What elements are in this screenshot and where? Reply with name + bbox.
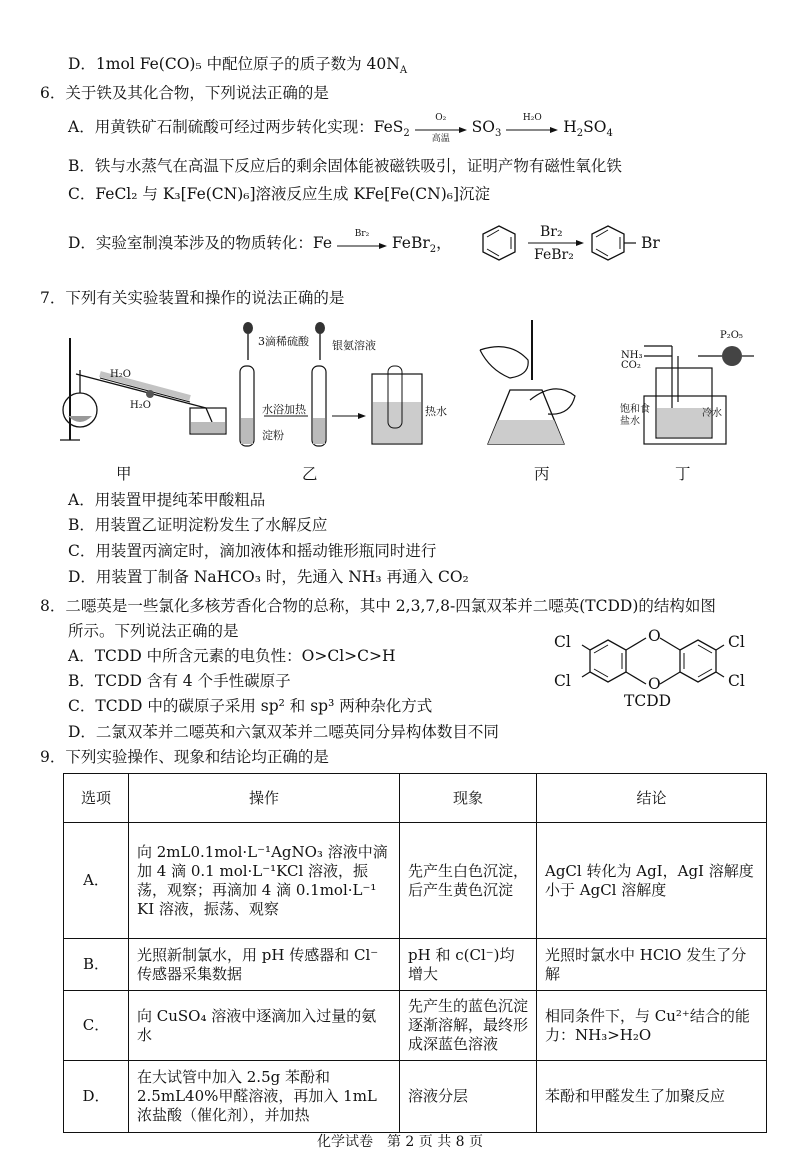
arrow-label-bottom: 高温 xyxy=(431,134,450,144)
q8-option-b: B．TCDD 含有 4 个手性碳原子 xyxy=(68,672,291,690)
row-operation: 光照新制氯水，用 pH 传感器和 Cl⁻ 传感器采集数据 xyxy=(129,939,400,991)
q6-option-b: B．铁与水蒸气在高温下反应后的剩余固体能被磁铁吸引，证明产物有磁性氧化铁 xyxy=(68,157,622,175)
q6-d-mid: FeBr xyxy=(391,234,430,252)
q7-option-b: B．用装置乙证明淀粉发生了水解反应 xyxy=(68,516,328,534)
header-phenomenon: 现象 xyxy=(400,774,537,823)
tcdd-name: TCDD xyxy=(624,692,672,710)
benzene-arrow-top: Br₂ xyxy=(540,224,563,240)
q6-a-mid: SO xyxy=(471,118,495,136)
q6-a-end: H xyxy=(563,118,577,136)
apparatus-jia-figure xyxy=(40,330,240,450)
caption-ding: 丁 xyxy=(675,465,691,483)
row-phenomenon: 先产生的蓝色沉淀逐渐溶解，最终形成深蓝色溶液 xyxy=(400,991,537,1061)
q6-d-prefix: D．实验室制溴苯涉及的物质转化：Fe xyxy=(68,234,333,252)
water-bath-label: 水浴加热 xyxy=(262,403,306,416)
row-option: D． xyxy=(64,1061,129,1133)
h2o-in-label: H₂O xyxy=(130,400,151,411)
caption-bing: 丙 xyxy=(534,465,550,483)
table-row xyxy=(64,823,767,939)
tcdd-o-top: O xyxy=(648,627,661,645)
tcdd-o-bottom: O xyxy=(648,675,661,693)
row-conclusion: 光照时氯水中 HClO 发生了分解 xyxy=(537,939,767,991)
q6-a-prefix: A．用黄铁矿石制硫酸可经过两步转化实现：FeS xyxy=(68,118,404,136)
row-conclusion: 相同条件下，与 Cu²⁺结合的能力：NH₃>H₂O xyxy=(537,991,767,1061)
q6-option-d: D．实验室制溴苯涉及的物质转化：Fe Br₂ FeBr$_2$， xyxy=(68,229,452,256)
q7-stem: 7．下列有关实验装置和操作的说法正确的是 xyxy=(40,289,345,307)
row-phenomenon: 溶液分层 xyxy=(400,1061,537,1133)
row-option: B． xyxy=(64,939,129,991)
tcdd-cl-bottom-right: Cl xyxy=(728,672,745,690)
q9-table xyxy=(63,773,767,1133)
header-operation: 操作 xyxy=(129,774,400,823)
row-phenomenon: pH 和 c(Cl⁻)均增大 xyxy=(400,939,537,991)
q8-option-d: D．二氯双苯并二噁英和六氯双苯并二噁英同分异构体数目不同 xyxy=(68,723,499,741)
p2o5-label: P₂O₅ xyxy=(720,330,743,341)
q8-option-c: C．TCDD 中的碳原子采用 sp² 和 sp³ 两种杂化方式 xyxy=(68,697,433,715)
caption-jia: 甲 xyxy=(116,465,132,483)
arrow-label-top: Br₂ xyxy=(354,229,370,239)
q7-option-c: C．用装置丙滴定时，滴加液体和摇动锥形瓶同时进行 xyxy=(68,542,437,560)
q5-option-d-text: D．1mol Fe(CO)₅ 中配位原子的质子数为 40N xyxy=(68,55,400,73)
row-conclusion: 苯酚和甲醛发生了加聚反应 xyxy=(537,1061,767,1133)
arrow-label-top: O₂ xyxy=(435,113,447,123)
reaction-arrow xyxy=(337,229,387,254)
q8-option-a: A．TCDD 中所含元素的电负性：O>Cl>C>H xyxy=(68,647,396,665)
tcdd-cl-top-left: Cl xyxy=(554,633,571,651)
dilute-acid-label: 3滴稀硫酸 xyxy=(258,335,309,348)
row-phenomenon: 先产生白色沉淀，后产生黄色沉淀 xyxy=(400,823,537,939)
q9-stem: 9．下列实验操作、现象和结论均正确的是 xyxy=(40,748,329,766)
header-conclusion: 结论 xyxy=(537,774,767,823)
row-operation: 向 2mL0.1mol·L⁻¹AgNO₃ 溶液中滴加 4 滴 0.1 mol·L⁻¹KCl 溶液，振荡，观察；再滴加 4 滴 0.1mol·L⁻¹ KI 溶液，振荡、观察 xyxy=(129,823,400,939)
nh3-label: NH₃ xyxy=(621,350,643,361)
apparatus-ding-figure xyxy=(622,322,772,452)
h2o-out-label: H₂O xyxy=(110,369,131,380)
table-row xyxy=(64,991,767,1061)
row-option: C． xyxy=(64,991,129,1061)
apparatus-bing-figure xyxy=(470,320,590,452)
tcdd-cl-bottom-left: Cl xyxy=(554,672,571,690)
row-operation: 在大试管中加入 2.5g 苯酚和 2.5mL40%甲醛溶液，再加入 1mL 浓盐酸（催化剂），并加热 xyxy=(129,1061,400,1133)
caption-yi: 乙 xyxy=(302,465,318,483)
reaction-arrow xyxy=(506,113,558,138)
page-footer: 化学试卷 第 2 页 共 8 页 xyxy=(316,1134,484,1150)
hot-water-label: 热水 xyxy=(425,405,447,418)
q6-option-c: C．FeCl₂ 与 K₃[Fe(CN)₆]溶液反应生成 KFe[Fe(CN)₆]沉淀 xyxy=(68,185,491,203)
row-operation: 向 CuSO₄ 溶液中逐滴加入过量的氨水 xyxy=(129,991,400,1061)
q7-option-d: D．用装置丁制备 NaHCO₃ 时，先通入 NH₃ 再通入 CO₂ xyxy=(68,568,469,586)
table-row xyxy=(64,1061,767,1133)
reaction-arrow xyxy=(415,113,467,144)
co2-label: CO₂ xyxy=(621,360,641,371)
row-conclusion: AgCl 转化为 AgI，AgI 溶解度小于 AgCl 溶解度 xyxy=(537,823,767,939)
row-option: A． xyxy=(64,823,129,939)
benzene-arrow-bottom: FeBr₂ xyxy=(534,247,574,263)
arrow-label-top: H₂O xyxy=(522,113,542,123)
table-header-row xyxy=(64,774,767,823)
q6-option-a: A．用黄铁矿石制硫酸可经过两步转化实现：FeS$_2$ O₂ 高温 $SO_3$ H₂O $H_2SO_4$ xyxy=(68,113,613,144)
table-row xyxy=(64,939,767,991)
starch-label: 淀粉 xyxy=(262,429,284,442)
cold-water-label: 冷水 xyxy=(702,408,722,419)
q7-option-a: A．用装置甲提纯苯甲酸粗品 xyxy=(68,491,266,509)
bromobenzene-label: Br xyxy=(641,234,660,252)
q8-stem-line1: 8．二噁英是一些氯化多核芳香化合物的总称，其中 2,3,7,8-四氯双苯并二噁英(TCDD)的结构如图 xyxy=(40,597,716,615)
brine-label: 饱和食盐水 xyxy=(620,404,650,427)
silver-ammonia-label: 银氨溶液 xyxy=(332,339,376,352)
tcdd-cl-top-right: Cl xyxy=(728,633,745,651)
q6-stem: 6．关于铁及其化合物，下列说法正确的是 xyxy=(40,84,329,102)
header-option: 选项 xyxy=(64,774,129,823)
q8-stem-line2: 所示。下列说法正确的是 xyxy=(68,622,239,640)
q5-option-d: D．1mol Fe(CO)₅ 中配位原子的质子数为 $40N_A$ xyxy=(68,55,408,77)
